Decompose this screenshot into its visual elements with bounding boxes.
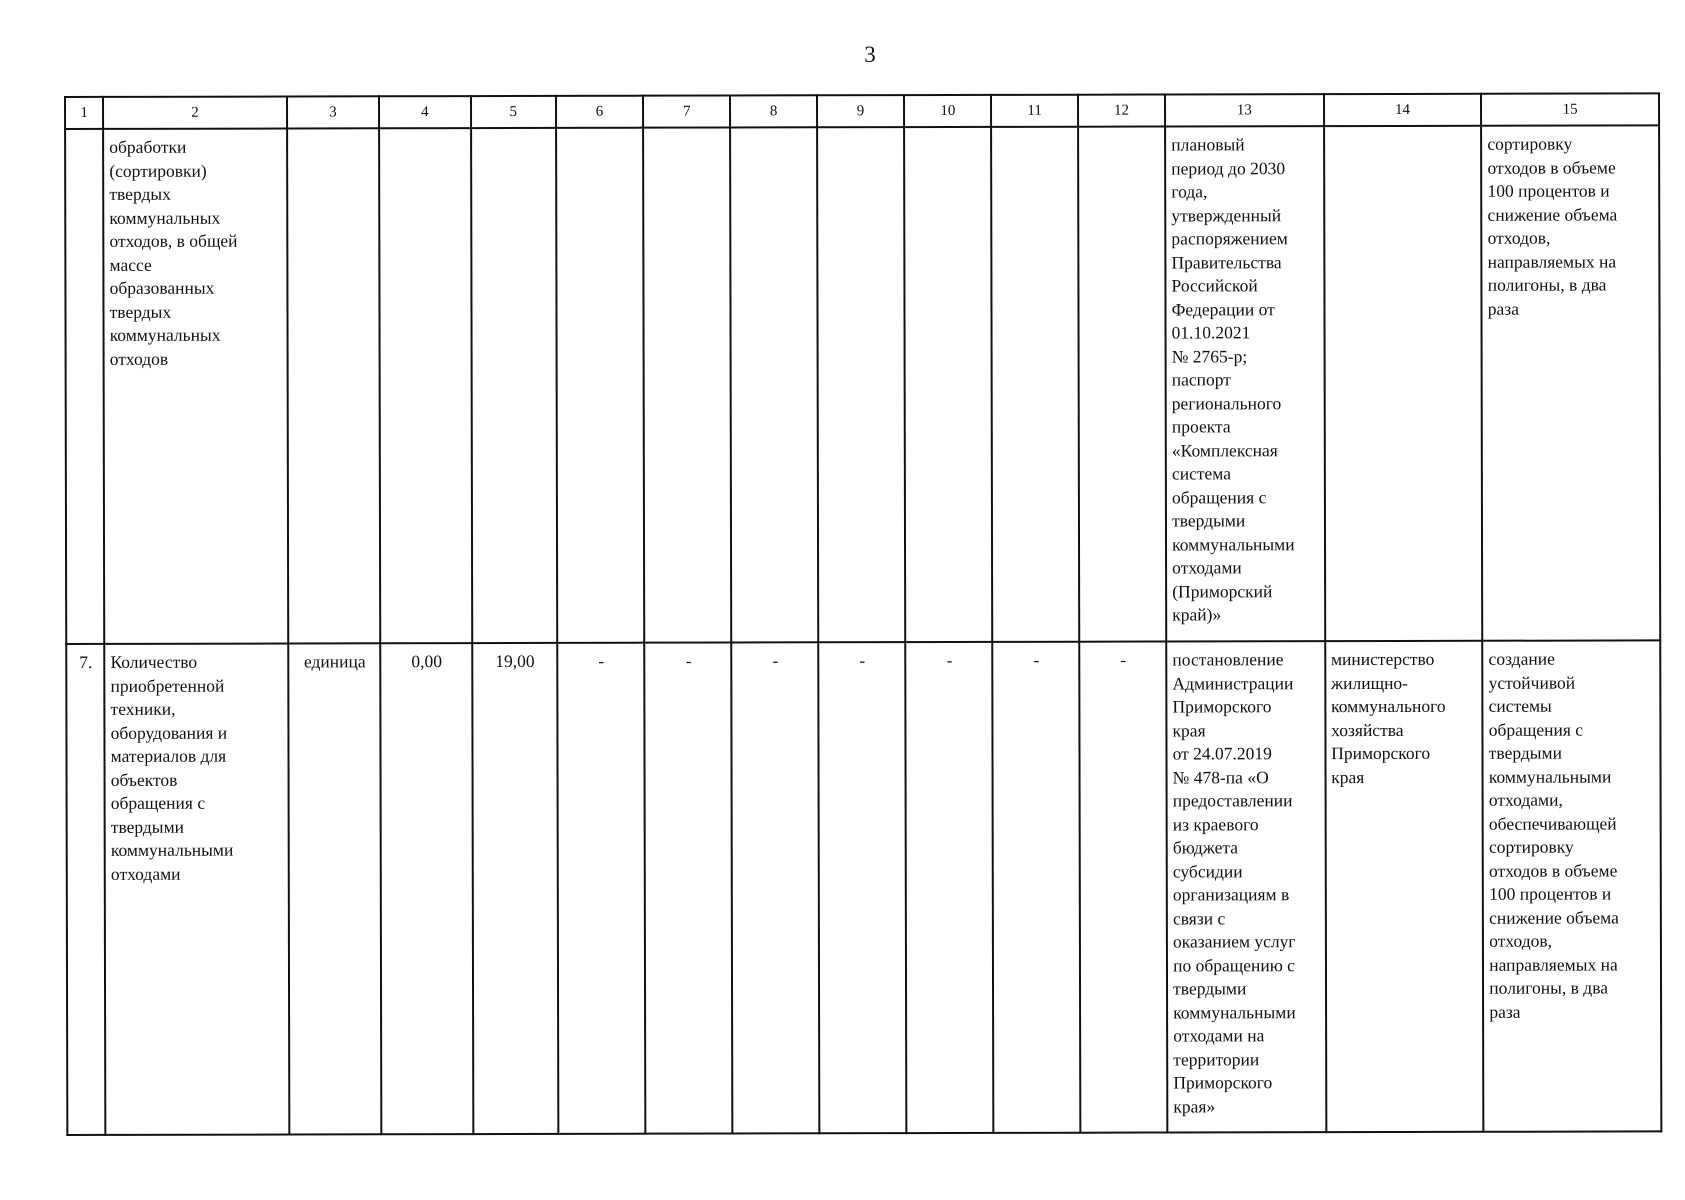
cell-col-8: - [732, 642, 819, 1133]
cell-col-5: 19,00 [472, 643, 558, 1134]
cell-col-4: 0,00 [380, 643, 472, 1134]
cell-col-11 [992, 127, 1079, 642]
document-table [64, 92, 1662, 1136]
page-number: 3 [864, 42, 876, 67]
column-header-1: 1 [65, 97, 103, 129]
cell-indicator-name: обработки (сортировки) твердых коммунальных отходов, в общей массе образованных твердых коммунальных отходов [103, 128, 288, 643]
cell-col-9: - [818, 642, 906, 1133]
column-header-15: 15 [1481, 93, 1659, 125]
table-row [65, 125, 1660, 644]
cell-col-12 [1078, 127, 1166, 642]
cell-col-12: - [1079, 642, 1167, 1133]
cell-col-6: - [557, 643, 645, 1134]
cell-col-5 [471, 128, 557, 643]
cell-responsible: министерство жилищно- коммунального хозяйства Приморского края [1325, 641, 1484, 1132]
cell-result: создание устойчивой системы обращения с твердыми коммунальными отходами, обеспечивающей сортировку отходов в объеме 100 процентов и снижение объема отходов, направляемых на полигоны, в два раза [1483, 640, 1662, 1131]
column-header-14: 14 [1324, 94, 1482, 126]
cell-indicator-name: Количество приобретенной техники, оборудования и материалов для объектов обращения с твердыми коммунальными отходами [104, 643, 289, 1134]
cell-col-10: - [905, 642, 993, 1133]
column-header-2: 2 [103, 96, 287, 128]
cell-document-basis: плановый период до 2030 года, утвержденный распоряжением Правительства Российской Федерации от 01.10.2021 № 2765-р; паспорт регионального проекта «Комплексная система обращения с твердыми коммунальными отходами (Приморский край)» [1165, 126, 1325, 641]
column-header-13: 13 [1165, 94, 1324, 126]
column-header-8: 8 [730, 95, 816, 127]
cell-result: сортировку отходов в объеме 100 процентов и снижение объема отходов, направляемых на полигоны, в два раза [1481, 125, 1660, 640]
column-header-11: 11 [991, 95, 1077, 127]
column-header-4: 4 [379, 96, 470, 128]
column-header-9: 9 [817, 95, 904, 127]
column-header-5: 5 [471, 96, 556, 128]
column-header-6: 6 [556, 96, 643, 128]
cell-col-9 [817, 127, 905, 642]
cell-responsible [1324, 126, 1483, 641]
cell-col-10 [904, 127, 992, 642]
cell-document-basis: постановление Администрации Приморского края от 24.07.2019 № 478-па «О предоставлении из краевого бюджета субсидии организациям в связи с оказанием услуг по обращению с твердыми коммунальными отходами на территории Приморского края» [1166, 641, 1326, 1132]
cell-col-11: - [993, 642, 1080, 1133]
table-header-row [65, 93, 1659, 129]
column-header-7: 7 [643, 95, 730, 127]
column-header-10: 10 [904, 95, 991, 127]
cell-col-4 [379, 128, 472, 643]
cell-col-7: - [644, 642, 732, 1133]
cell-row-number [65, 129, 104, 644]
column-header-12: 12 [1078, 95, 1165, 127]
column-header-3: 3 [287, 96, 379, 128]
cell-col-8 [731, 127, 818, 642]
cell-col-7 [643, 127, 731, 642]
cell-row-number: 7. [66, 644, 105, 1135]
cell-unit: единица [288, 643, 381, 1134]
cell-col-6 [556, 128, 644, 643]
cell-unit [287, 128, 381, 643]
table-row [66, 640, 1661, 1135]
